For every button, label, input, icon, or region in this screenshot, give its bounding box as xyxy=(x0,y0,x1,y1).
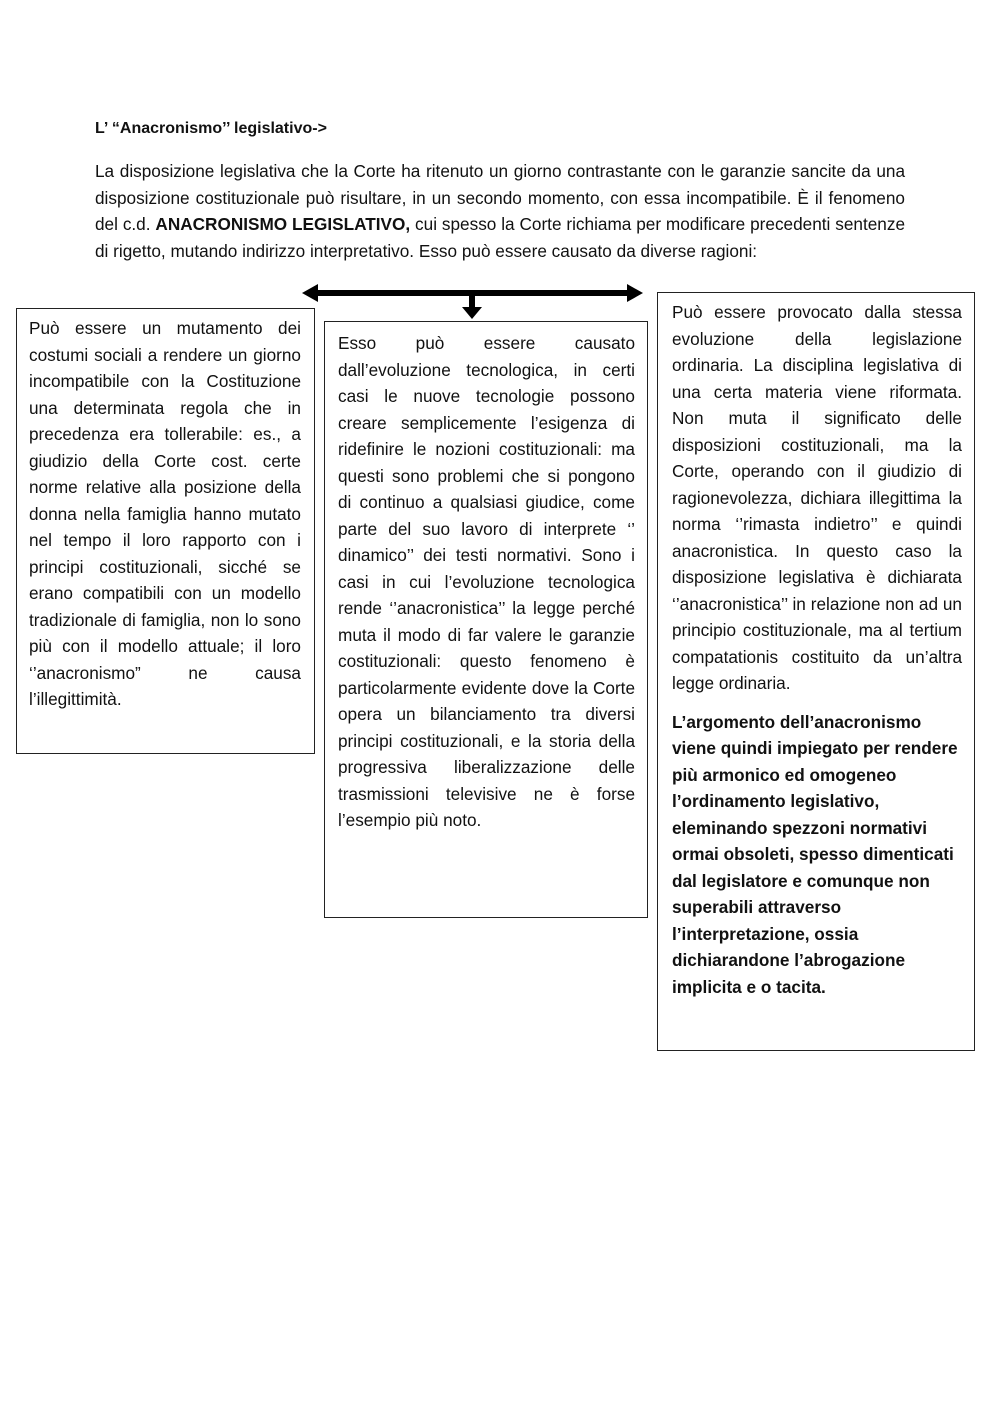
conclusion-text: L’argomento dell’anacronismo viene quindi impiegato per rendere più armonico ed omogeneo l’ordinamento legislativo, eleminando spezzoni normativi ormai obsoleti, spesso dimenticati dal legislatore e comunque non superabili attraverso l’interpretazione, ossia dichiarandone l’abrogazione implicita e o tacita. xyxy=(672,711,958,997)
cause-box-social-customs xyxy=(16,308,315,754)
double-arrow-icon xyxy=(300,282,645,322)
down-arrow-icon xyxy=(462,293,482,319)
cause-text-technology: Esso può essere causato dall’evoluzione tecnologica, in certi casi le nuove tecnologie possono creare semplicemente l’esigenza di ridefinire le nozioni costituzionali: ma questi sono problemi che si pongono di continuo a qualsiasi giudice, come parte del suo lavoro di interprete ‘’ dinamico’’ dei testi normativi. Sono i casi in cui l’evoluzione tecnologica rende ‘’anacronistica’’ la legge perché muta il modo di far valere le garanzie costituzionali: questo fenomeno è particolarmente evidente dove la Corte opera un bilanciamento tra diversi principi costituzionali, e la storia della progressiva liberalizzazione delle trasmissioni televisive ne è forse l’esempio più noto. xyxy=(338,333,635,830)
cause-box-technology xyxy=(324,321,648,918)
intro-emphasis: ANACRONISMO LEGISLATIVO, xyxy=(155,214,411,234)
cause-text-legislation: Può essere provocato dalla stessa evoluzione della legislazione ordinaria. La disciplina legislativa di una certa materia viene riformata. Non muta il significato delle disposizioni costituzionali, ma la Corte, operando con il giudizio di ragionevolezza, dichiara illegittima la norma ‘’rimasta indietro’’ e quindi anacronistica. In questo caso la disposizione legislativa è dichiarata ‘’anacronistica’’ in relazione non ad un principio costituzionale, ma al tertium compatationis costituito da un’altra legge ordinaria. xyxy=(672,302,962,693)
intro-text-part2: cui spesso la Corte richiama per modificare precedenti sentenze di rigetto, mutando indirizzo interpretativo. Esso può essere causato da diverse ragioni: xyxy=(95,214,905,261)
intro-paragraph xyxy=(95,158,905,264)
page-title: L’ “Anacronismo’’ legislativo-> xyxy=(95,120,327,137)
cause-box-legislation xyxy=(657,292,975,1051)
cause-text-social-customs: Può essere un mutamento dei costumi sociali a rendere un giorno incompatibile con la Costituzione una determinata regola che in precedenza era tollerabile: es., a giudizio della Corte cost. certe norme relative alla posizione della donna nella famiglia hanno mutato nel tempo il loro rapporto con i principi costituzionali, sicché se erano compatibili con un modello tradizionale di famiglia, non lo sono più con il modello attuale; il loro ‘’anacronismo” ne causa l’illegittimità. xyxy=(29,318,301,709)
intro-text-part1: La disposizione legislativa che la Corte ha ritenuto un giorno contrastante con le garanzie sancite da una disposizione costituzionale può risultare, in un secondo momento, con essa incompatibile. È il fenomeno del c.d. xyxy=(95,161,905,234)
